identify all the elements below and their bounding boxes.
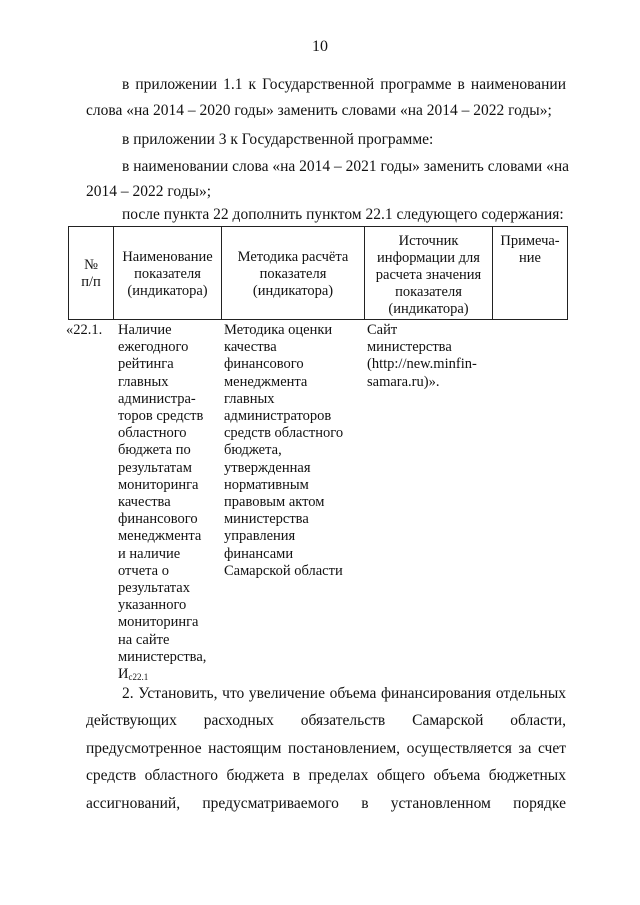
page-number: 10 — [312, 38, 328, 55]
header-note-text: Примеча- ние — [500, 233, 560, 266]
header-note — [493, 227, 567, 321]
row-source: Сайт министерства (http://new.minfin- samara.ru)». — [367, 322, 477, 390]
header-num — [69, 227, 113, 321]
word: в — [292, 767, 301, 784]
header-source — [365, 227, 492, 321]
closing-line-1-text: 2. Установить, что увеличение объема финансирования отдельных — [122, 685, 566, 702]
word: области, — [510, 712, 566, 729]
word: объема — [433, 767, 481, 784]
paragraph-2: в приложении 3 к Государственной программе: — [122, 131, 434, 148]
word: областного — [144, 767, 218, 784]
header-name — [114, 227, 221, 321]
word: средств — [86, 767, 137, 784]
closing-line-4 — [86, 767, 566, 785]
word: ассигнований, — [86, 795, 181, 812]
word: бюджетных — [488, 767, 566, 784]
row-name-cell — [118, 322, 206, 686]
closing-line-2 — [86, 712, 566, 730]
indicator-table-header — [68, 226, 568, 320]
paragraph-1-line-1 — [122, 76, 566, 94]
paragraph-3-line-1 — [122, 158, 570, 176]
paragraph-3-line-1-text: в наименовании слова «на 2014 – 2021 годы» заменить словами «на — [122, 158, 570, 175]
row-name: Наличие ежегодного рейтинга главных администра- торов средств областного бюджета по результатам мониторинга качества финансового менеджмента и наличие отчета о результатах указанного мониторинга на сайте министерства, — [118, 322, 207, 665]
word: установленном — [390, 795, 491, 812]
indicator-symbol: И — [118, 666, 129, 683]
word: пределах — [308, 767, 369, 784]
word: порядке — [513, 795, 566, 812]
word: в — [361, 795, 369, 812]
paragraph-4: после пункта 22 дополнить пунктом 22.1 следующего содержания: — [122, 206, 564, 223]
header-num-text: № п/п — [81, 257, 101, 290]
word: общего — [376, 767, 426, 784]
paragraph-1-line-1-text: в приложении 1.1 к Государственной программе в наименовании — [122, 76, 566, 93]
paragraph-1-line-2: слова «на 2014 – 2020 годы» заменить словами «на 2014 – 2022 годы»; — [86, 102, 552, 119]
header-name-text: Наименование показателя (индикатора) — [122, 248, 213, 299]
word: бюджета — [226, 767, 285, 784]
word: предусматриваемого — [202, 795, 339, 812]
closing-line-3 — [86, 740, 566, 758]
closing-line-1 — [122, 685, 566, 703]
paragraph-3-line-2: 2014 – 2022 годы»; — [86, 183, 212, 200]
header-source-text: Источник информации для расчета значения показателя (индикатора) — [375, 233, 482, 317]
row-method: Методика оценки качества финансового менеджмента главных администраторов средств областного бюджета, утвержденная нормативным правовым актом министерства управления финансами Самарской области — [224, 322, 344, 579]
word: расходных — [203, 712, 274, 729]
row-name-indicator — [118, 666, 206, 686]
word: обязательств — [300, 712, 386, 729]
header-method-text: Методика расчёта показателя (индикатора) — [237, 248, 349, 299]
word: Самарской — [412, 712, 484, 729]
header-method — [222, 227, 364, 321]
row-num: «22.1. — [66, 322, 103, 338]
closing-line-5 — [86, 795, 566, 813]
closing-line-3-text: предусмотренное настоящим постановлением, осуществляется за счет — [86, 740, 566, 757]
indicator-subscript: c22.1 — [128, 672, 149, 683]
word: действующих — [86, 712, 177, 729]
